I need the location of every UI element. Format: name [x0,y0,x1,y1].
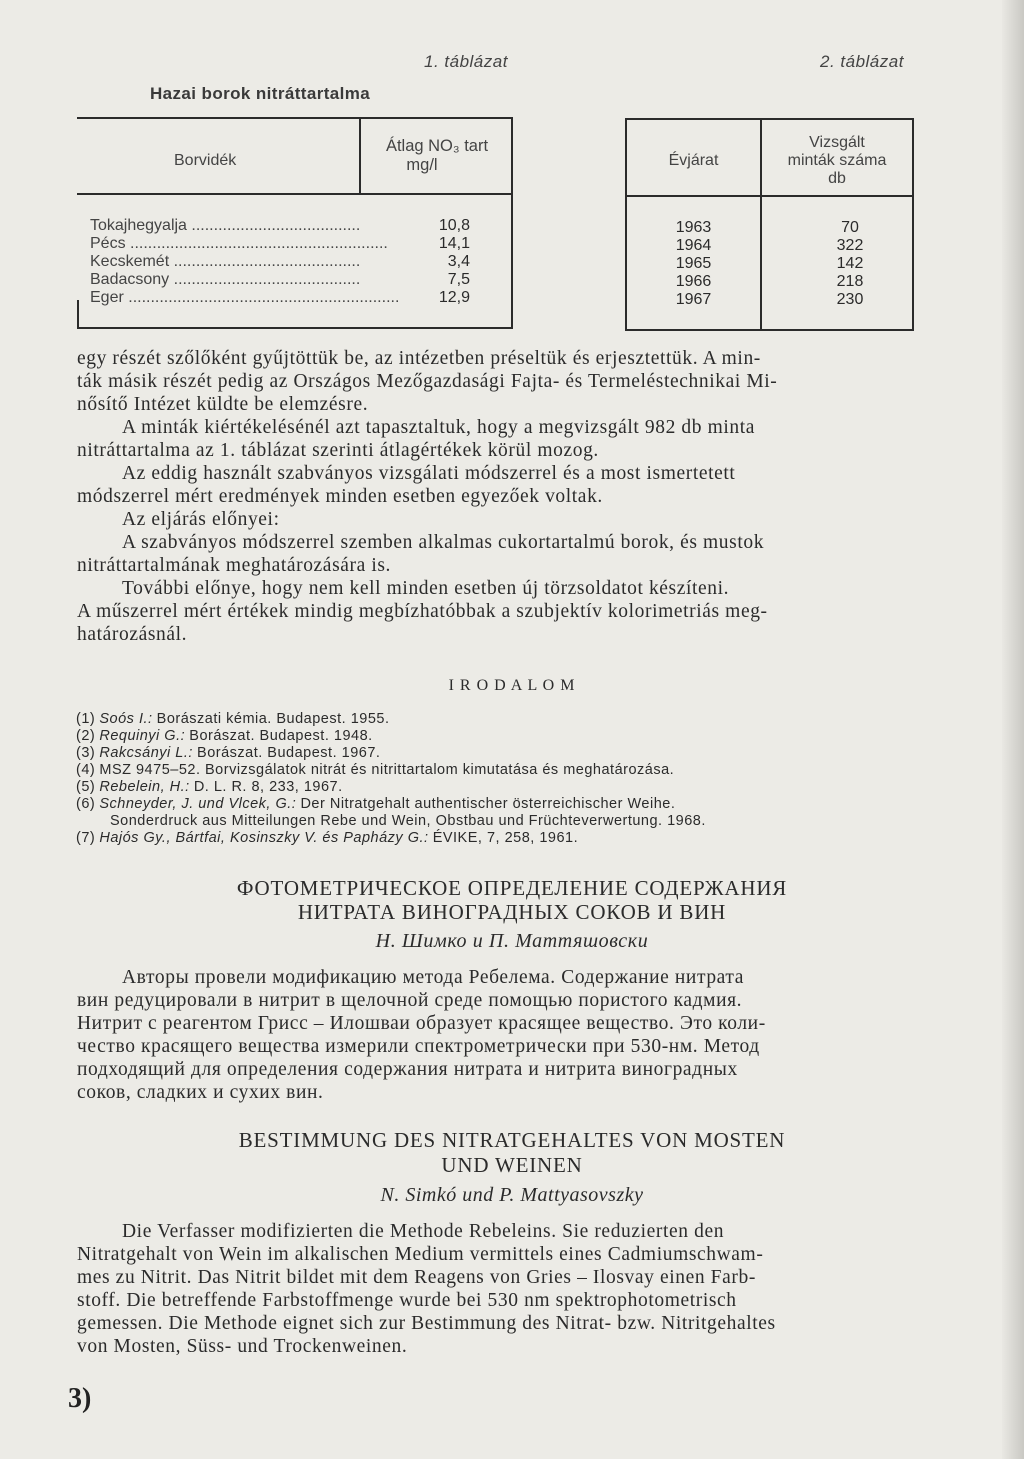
german-line: Die Verfasser modifizierten die Methode Rebeleins. Sie reduzierten den [122,1221,725,1242]
german-title-line1: BESTIMMUNG DES NITRATGEHALTES VON MOSTEN [238,1128,786,1152]
body-line: nősítő Intézet küldte be elemzésre. [77,394,369,415]
year: 1966 [675,273,712,290]
sample-count: 142 [836,255,864,272]
russian-authors: Н. Шимко и П. Маттяшовски [375,930,649,952]
references-heading: I R O D A L O M [448,677,576,694]
reference-item-continuation: Sonderdruck aus Mitteilungen Rebe und Wein, Obstbau und Früchteverwertung. 1968. [110,813,706,829]
reference-item: (4) MSZ 9475–52. Borvizsgálatok nitrát és nitrittartalom kimutatása és meghatározása. [76,762,675,778]
table1-left-stub [77,300,79,329]
russian-title-line2: НИТРАТА ВИНОГРАДНЫХ СОКОВ И ВИН [297,900,727,924]
table1-header-rule [77,193,513,195]
body-line: Az eddig használt szabványos vizsgálati módszerrel és a most ismertetett [122,463,736,484]
leader-dots: ...................................... [186,217,361,234]
leader-dots: .......................................................... [125,235,388,252]
russian-line: подходящий для определения содержания нитрата и нитрита виноградных [77,1059,738,1080]
nitrate-value: 7,5 [447,271,470,288]
reference-item: (3) Rakcsányi L.: Borászat. Budapest. 1967. [76,745,381,761]
table2-col2-header-line2: minták száma [787,152,887,169]
russian-line: Нитрит с реагентом Грисс – Илошваи образует красящее вещество. Это коли- [77,1013,766,1034]
year: 1963 [675,219,712,236]
russian-line: чество красящего вещества измерили спектрометрически при 530-нм. Метод [77,1036,760,1057]
table1-title: Hazai borok nitráttartalma [150,84,371,103]
reference-item: (1) Soós I.: Borászati kémia. Budapest. 1955. [76,711,390,727]
region-name: Badacsony [90,271,170,288]
body-line: nitráttartalma az 1. táblázat szerinti átlagértékek körül mozog. [77,440,599,461]
table2-caption: 2. táblázat [820,52,904,71]
leader-dots: .......................................... [169,253,361,270]
german-authors: N. Simkó und P. Mattyasovszky [380,1184,644,1206]
body-line: A minták kiértékelésénél azt tapasztaltuk, hogy a megvizsgált 982 db minta [122,417,756,438]
year: 1964 [675,237,712,254]
body-line: nitráttartalmának meghatározására is. [77,555,392,576]
german-line: gemessen. Die Methode eignet sich zur Bestimmung des Nitrat- bzw. Nitritgehaltes [77,1313,776,1334]
sample-count: 218 [836,273,864,290]
sample-count: 70 [841,219,859,236]
table2-bottom-rule [625,329,914,331]
table1-caption: 1. táblázat [424,52,508,71]
table2-col2-header-line1: Vizsgált [809,134,865,151]
region-name: Eger [90,289,124,306]
table1-col2-header-line2: mg/l [406,156,438,174]
russian-line: Авторы провели модификацию метода Ребелема. Содержание нитрата [122,967,745,988]
body-line: módszerrel mért eredmények minden esetben egyezőek voltak. [77,486,603,507]
table2-top-rule [625,118,914,120]
table1-col1-header: Borvidék [174,152,237,169]
german-line: stoff. Die betreffende Farbstoffmenge wurde bei 530 nm spektrophotometrisch [77,1290,737,1311]
russian-line: вин редуцировали в нитрит в щелочной среде помощью пористого кадмия. [77,990,743,1011]
body-line: egy részét szőlőként gyűjtöttük be, az intézetben préseltük és erjesztettük. A min- [77,348,761,369]
reference-item: (6) Schneyder, J. und Vlcek, G.: Der Nitratgehalt authentischer österreichischer Weihe. [76,796,676,812]
nitrate-value: 3,4 [447,253,470,270]
german-line: mes zu Nitrit. Das Nitrit bildet mit dem Reagens von Gries – Ilosvay einen Farb- [77,1267,756,1288]
leader-dots: .......................................... [169,271,361,288]
region-name: Kecskemét [90,253,170,270]
table2-header-rule [625,195,914,197]
sample-count: 230 [836,291,864,308]
german-line: Nitratgehalt von Wein im alkalischen Medium vermittels eines Cadmiumschwam- [77,1244,764,1265]
german-line: von Mosten, Süss- und Trockenweinen. [77,1336,408,1357]
body-line: A szabványos módszerrel szemben alkalmas cukortartalmú borok, és mustok [122,532,765,553]
russian-title-line1: ФОТОМЕТРИЧЕСКОЕ ОПРЕДЕЛЕНИЕ СОДЕРЖАНИЯ [236,876,788,900]
reference-item: (5) Rebelein, H.: D. L. R. 8, 233, 1967. [76,779,343,795]
russian-line: соков, сладких и сухих вин. [77,1082,324,1103]
region-name: Pécs [90,235,126,252]
body-line: ták másik részét pedig az Országos Mezőgazdasági Fajta- és Termeléstechnikai Mi- [77,371,778,392]
table1-bottom-rule [77,327,513,329]
page-number: 3) [68,1383,92,1414]
body-line: Az eljárás előnyei: [122,509,280,530]
reference-item: (2) Requinyi G.: Borászat. Budapest. 1948. [76,728,373,744]
body-line: A műszerrel mért értékek mindig megbízhatóbbak a szubjektív kolorimetriás meg- [77,601,768,622]
scan-edge [1002,0,1024,1459]
table1-top-rule [77,117,513,119]
table1-header-divider [359,119,361,193]
body-line: További előnye, hogy nem kell minden esetben új törzsoldatot készíteni. [122,578,730,599]
year: 1965 [675,255,712,272]
table2-col1-header: Évjárat [668,152,719,169]
nitrate-value: 12,9 [438,289,470,306]
nitrate-value: 10,8 [438,217,470,234]
leader-dots: ............................................................. [123,289,400,306]
german-title-line2: UND WEINEN [441,1153,583,1177]
table2-right-border [912,118,914,331]
table1-col2-header-line1: Átlag NO₃ tart [385,137,489,155]
sample-count: 322 [836,237,864,254]
table2-col2-header-line3: db [828,170,846,187]
year: 1967 [675,291,712,308]
nitrate-value: 14,1 [438,235,470,252]
body-line: határozásnál. [77,624,188,645]
region-name: Tokajhegyalja [90,217,187,234]
reference-item: (7) Hajós Gy., Bártfai, Kosinszky V. és Papházy G.: ÉVIKE, 7, 258, 1961. [76,830,579,846]
